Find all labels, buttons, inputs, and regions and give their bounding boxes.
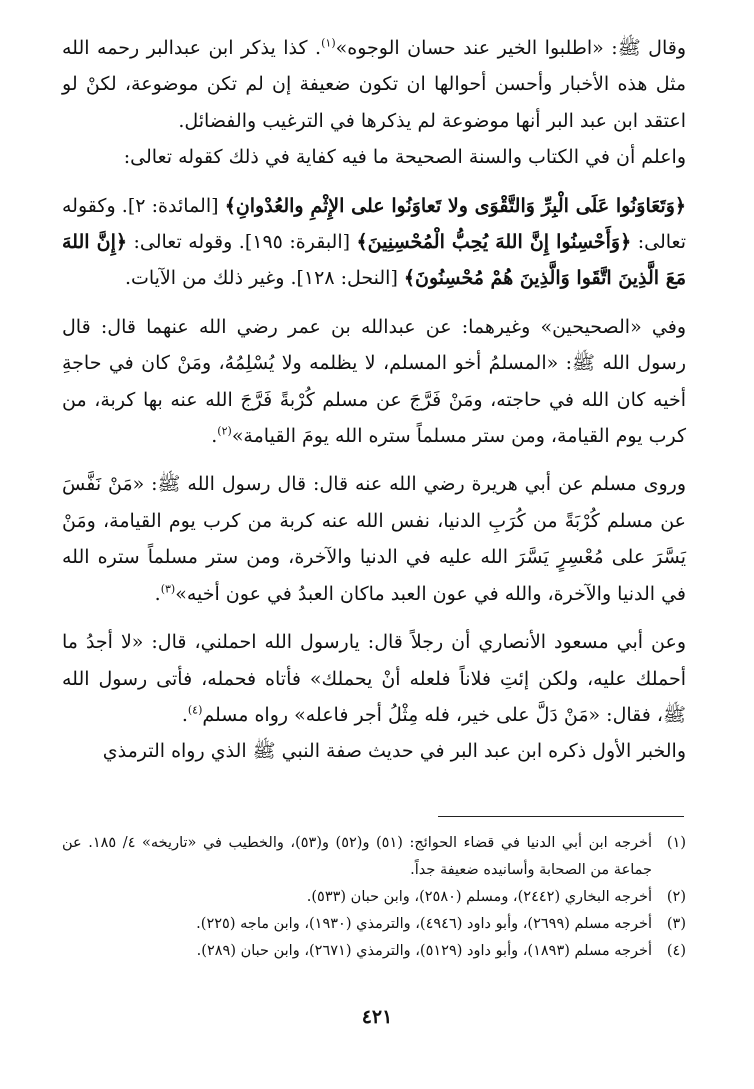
paragraph-1 (62, 30, 686, 139)
paragraph-6 (62, 624, 686, 733)
paragraph-text: وكقوله تعالى: (62, 194, 686, 254)
footnote-ref-3: (٣) (160, 582, 176, 596)
quran-verse-2: ﴿وَأَحْسِنُوا إِنَّ اللهَ يُحِبُّ الْمُحْسِنِينَ﴾ (356, 231, 632, 254)
footnote-text: أخرجه البخاري (٢٤٤٢)، ومسلم (٢٥٨٠)، وابن حبان (٥٣٣). (306, 889, 652, 905)
footnote-2 (62, 884, 686, 911)
verse-citation-1: [المائدة: ٢]. (121, 194, 225, 217)
footnote-text: أخرجه مسلم (٢٦٩٩)، وأبو داود (٤٩٤٦)، والترمذي (١٩٣٠)، وابن ماجه (٢٢٥). (196, 916, 652, 932)
footnote-ref-1: (١) (321, 36, 336, 50)
punctuation: . (211, 425, 218, 448)
hadith-text: وفي «الصحيحين» وغيرهما: عن عبدالله بن عمر رضي الله عنهما قال: قال رسول الله ﷺ: «المسلمُ أخو المسلم، لا يظلمه ولا يُسْلِمُهُ، ومَنْ كان في حاجةِ أخيه كان الله في حاجته، ومَنْ فَرَّجَ عن مسلم كُرْبةً فَرَّجَ الله عنه بها كربة، من كرب يوم القيامة، ومن ستر مسلماً ستره الله يومَ القيامة» (62, 315, 686, 448)
main-text (62, 30, 686, 770)
footnote-text: أخرجه مسلم (١٨٩٣)، وأبو داود (٥١٢٩)، والترمذي (٢٦٧١)، وابن حبان (٢٨٩). (196, 943, 652, 959)
punctuation: . (181, 703, 188, 726)
footnote-4 (62, 938, 686, 965)
footnote-3 (62, 911, 686, 938)
footnote-1 (62, 830, 686, 884)
hadith-text: وروى مسلم عن أبي هريرة رضي الله عنه قال: قال رسول الله ﷺ: «مَنْ نَفَّسَ عن مسلم كُرْبَةً من كُرَبِ الدنيا، نفس الله عنه كربة من كرب يوم القيامة، ومَنْ يَسَّرَ على مُعْسِرٍ يَسَّرَ الله عليه في الدنيا والآخرة، ومن ستر مسلماً ستره الله في الدنيا والآخرة، والله في عون العبد ماكان العبدُ في عون أخيه» (62, 473, 686, 605)
footnote-ref-4: (٤) (187, 703, 203, 717)
quran-verse-3: ﴿إِنَّ اللهَ مَعَ الَّذِينَ اتَّقَوا وَالَّذِينَ هُمْ مُحْسِنُونَ﴾ (62, 231, 686, 290)
footnote-number: (٣) (666, 916, 686, 932)
hadith-text: وقال ﷺ: «اطلبوا الخير عند حسان الوجوه» (335, 37, 687, 59)
paragraph-verses (62, 188, 686, 297)
footnotes (62, 830, 686, 965)
paragraph-5 (62, 466, 686, 612)
hadith-text: وعن أبي مسعود الأنصاري أن رجلاً قال: يارسول الله احملني، قال: «لا أجدُ ما أحملك عليه، ولكن إئتِ فلاناً فلعله أنْ يحملك» فأتاه فحمله، فأتى رسول الله ﷺ، فقال: «مَنْ دَلَّ على خير، فله مِثْلُ أجر فاعله» رواه مسلم (62, 631, 686, 726)
punctuation: . (154, 582, 161, 605)
page-number: ٤٢١ (361, 1006, 393, 1028)
footnote-text: أخرجه ابن أبي الدنيا في قضاء الحوائج: (٥١) و(٥٢) و(٥٣)، والخطيب في «تاريخه» ٤/ ١٨٥. عن جماعة من الصحابة وأسانيده ضعيفة جداً. (62, 835, 652, 878)
verse-citation-2: [البقرة: ١٩٥]. وقوله تعالى: (126, 231, 357, 254)
paragraph-7: والخبر الأول ذكره ابن عبد البر في حديث صفة النبي ﷺ الذي رواه الترمذي (102, 740, 686, 763)
footnote-number: (٢) (666, 889, 686, 905)
verse-citation-3: [النحل: ١٢٨]. وغير ذلك من الآيات. (124, 267, 404, 290)
paragraph-text: . كذا يذكر ابن عبدالبر رحمه الله مثل هذه الأخبار وأحسن أحوالها ان تكون ضعيفة إن لم تكن موضوعة، لكنْ لو اعتقد ابن عبد البر أنها موضوعة لم يذكرها في الترغيب والفضائل. (62, 37, 686, 132)
footnote-number: (٤) (666, 943, 686, 959)
footnote-divider (438, 816, 684, 817)
footnote-number: (١) (666, 835, 686, 851)
footnote-ref-2: (٢) (217, 424, 232, 438)
paragraph-4 (62, 309, 686, 455)
paragraph-2: واعلم أن في الكتاب والسنة الصحيحة ما فيه كفاية في ذلك كقوله تعالى: (123, 146, 686, 169)
quran-verse-1: ﴿وَتَعَاوَنُوا عَلَى الْبِرِّ وَالتَّقْوَى ولا تَعاوَنُوا على الإِثْمِ والعُدْوانِ﴾ (224, 194, 687, 217)
